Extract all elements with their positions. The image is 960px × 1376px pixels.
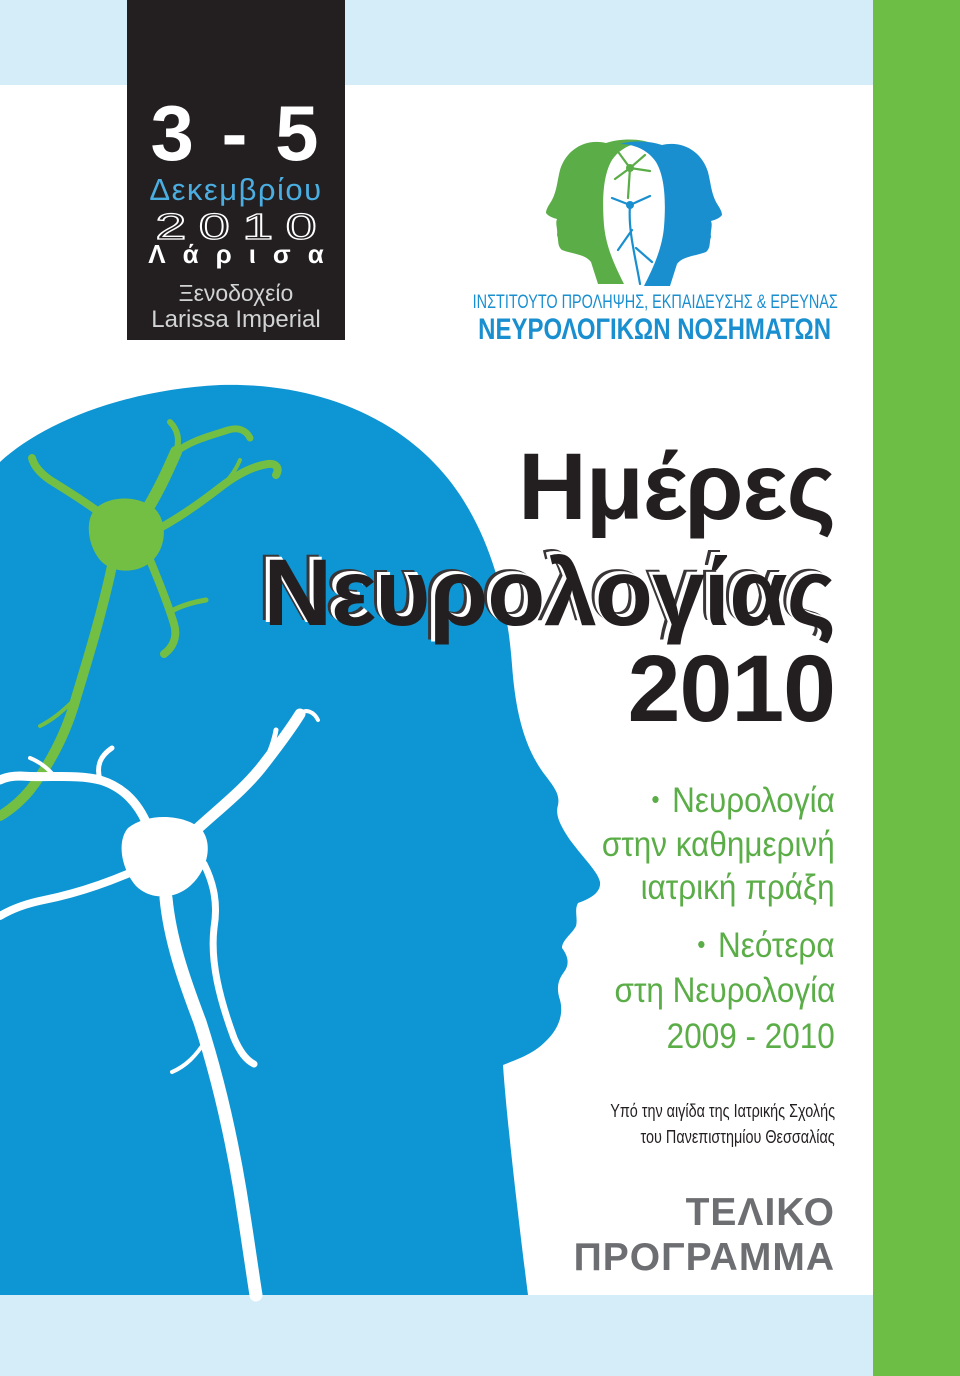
auspices-line <box>554 1102 835 1120</box>
program-label: ΠΡΟΓΡΑΜΜΑ <box>573 1236 835 1279</box>
topic-text: ιατρική πράξη <box>640 868 835 907</box>
event-date-box <box>127 0 345 340</box>
auspices-line <box>592 1128 835 1146</box>
institute-logo-icon <box>540 130 730 290</box>
logo-green-neuron-icon <box>615 153 650 198</box>
topic-line <box>619 870 835 905</box>
institute-name-line2-wrap <box>400 315 910 345</box>
institute-name-line1-wrap <box>400 293 910 312</box>
topic-line <box>648 1019 835 1054</box>
topic-line <box>576 827 835 862</box>
event-dates: 3 - 5 <box>150 89 322 177</box>
topic-item <box>631 782 835 818</box>
institute-name-line2: ΝΕΥΡΟΛΟΓΙΚΩΝ ΝΟΣΗΜΑΤΩΝ <box>478 313 832 346</box>
event-city: Λάρισα <box>148 239 341 269</box>
topic-line <box>590 973 835 1008</box>
event-month: Δεκεμβρίου <box>149 172 323 207</box>
venue-name: Larissa Imperial <box>151 306 321 333</box>
auspices-text: Υπό την αιγίδα της Ιατρικής Σχολής <box>610 1101 835 1121</box>
logo-blue-neuron-icon <box>612 196 652 284</box>
topic-text: 2009 - 2010 <box>666 1017 835 1056</box>
auspices-text: του Πανεπιστημίου Θεσσαλίας <box>640 1127 835 1147</box>
institute-name-line1: ΙΝΣΤΙΤΟΥΤΟ ΠΡΟΛΗΨΗΣ, ΕΚΠΑΙΔΕΥΣΗΣ & ΕΡΕΥΝΑΣ <box>472 292 838 313</box>
title-line: Νευρολογίας <box>263 540 835 646</box>
green-head-icon <box>546 139 648 284</box>
title-year: 2010 <box>627 636 835 742</box>
event-year: 2010 <box>155 206 330 247</box>
title-line: Ημέρες <box>518 434 835 540</box>
topic-heading: • Νευρολογία <box>652 782 835 818</box>
topic-heading: • Νεότερα <box>698 927 835 963</box>
topic-item <box>682 927 835 963</box>
topic-text: στη Νευρολογία <box>614 971 835 1010</box>
topic-text: στην καθημερινή <box>602 825 835 864</box>
program-label: ΤΕΛΙΚΟ <box>685 1191 835 1234</box>
venue-label: Ξενοδοχείο <box>178 280 294 306</box>
event-city-wrap <box>127 241 345 267</box>
